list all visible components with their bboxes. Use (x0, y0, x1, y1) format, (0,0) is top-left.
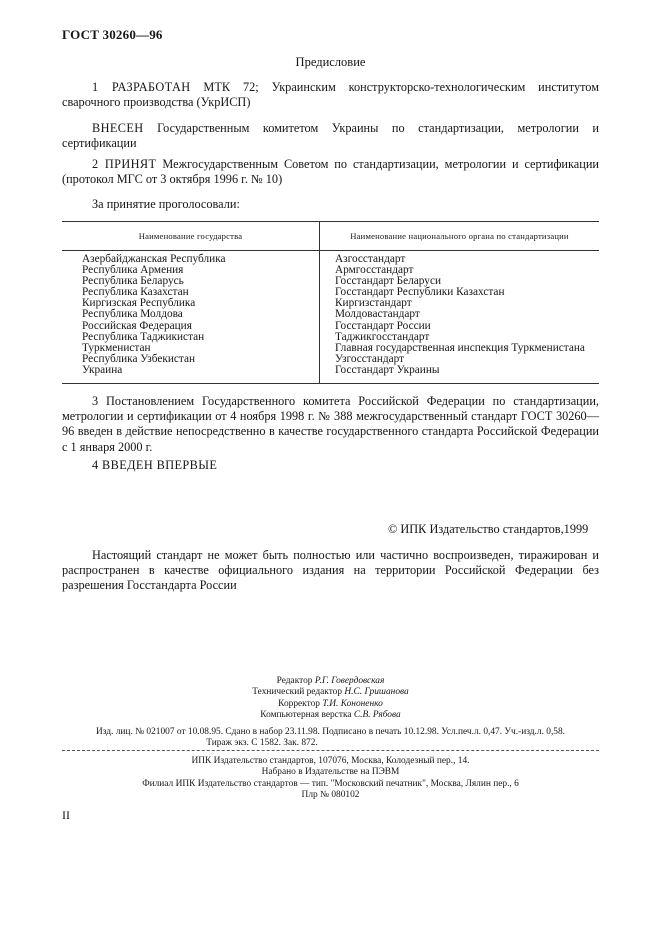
credit-tech-editor (0, 687, 661, 698)
notice-text: Настоящий стандарт не может быть полностью или частично воспроизведен, тиражирован и распространен в качестве официального издания на территории Российской Федерации без разрешения Госстандарта России (62, 548, 599, 593)
table-row-state: Республика Узбекистан (82, 352, 196, 365)
introduced-text: Государственным комитетом Украины по стандартизации, метрологии и сертификации (62, 121, 599, 151)
proofreader-label: Корректор (278, 698, 320, 709)
table-row-body: Госстандарт Беларуси (335, 275, 442, 288)
preface-introduced (62, 121, 599, 151)
table-row-state: Республика Армения (82, 264, 184, 277)
layout-name: С.В. Рябова (353, 709, 401, 720)
table-row-state: Украина (82, 363, 123, 376)
table-row-body: Госстандарт России (335, 319, 431, 332)
table-row-state: Республика Беларусь (82, 275, 184, 288)
item-4-text: 4 ВВЕДЕН ВПЕРВЫЕ (92, 458, 218, 472)
credit-proofreader (0, 699, 661, 710)
publication-line-2: Тираж экз. С 1582. Зак. 872. (206, 738, 318, 748)
vote-table-divider (319, 222, 320, 383)
table-row-body: Госстандарт Украины (335, 363, 440, 376)
voted-line: За принятие проголосовали: (92, 197, 240, 211)
tech-editor-name: Н.С. Гришанова (344, 687, 409, 698)
credits (0, 676, 661, 721)
editor-name: Р.Г. Говердовская (314, 676, 385, 686)
table-row-state: Киргизская Республика (82, 297, 196, 310)
item-3-text: 3 Постановлением Государственного комитета Российской Федерации по стандартизации, метрологии и сертификации от 4 ноября 1998 г. № 388 межгосударственный стандарт ГОСТ 30260—96 введен в действие непосредственно в качестве государственного стандарта Российской Федерации с 1 января 2000 г. (62, 394, 599, 454)
table-row-body: Азгосстандарт (335, 253, 406, 265)
table-row-body: Госстандарт Республики Казахстан (335, 286, 505, 299)
state-column (82, 254, 226, 376)
vote-table (62, 221, 599, 384)
proofreader-name: Т.И. Кононенко (322, 698, 383, 709)
item-2-text: Межгосударственным Советом по стандартизации, метрологии и сертификации (протокол МГС от 3 октября 1996 г. № 10) (62, 157, 599, 187)
item-1-label: 1 РАЗРАБОТАН (92, 80, 191, 94)
publication-line-4: Набрано в Издательстве на ПЭВМ (261, 767, 400, 777)
table-row-body: Таджикгосстандарт (335, 330, 430, 343)
credit-editor (0, 676, 661, 687)
body-column (335, 254, 585, 376)
preface-item-1 (62, 80, 599, 110)
introduced-label: ВНЕСЕН (92, 121, 144, 135)
table-row-body: Молдовастандарт (335, 308, 420, 321)
col-body-header: Наименование национального органа по стандартизации (350, 231, 569, 241)
table-row-state: Республика Таджикистан (82, 330, 205, 343)
publication-line-6: Плр № 080102 (301, 790, 360, 800)
reproduction-notice (62, 548, 599, 594)
table-row-state: Республика Молдова (82, 308, 183, 321)
item-2-label: 2 ПРИНЯТ (92, 157, 157, 171)
table-row-body: Армгосстандарт (335, 264, 414, 277)
publication-line-5: Филиал ИПК Издательство стандартов — тип. "Московский печатник", Москва, Лялин пер., 6 (142, 779, 519, 789)
standard-code: ГОСТ 30260—96 (62, 27, 163, 42)
credit-layout (0, 710, 661, 721)
col-state-header: Наименование государства (138, 231, 243, 241)
table-row-body: Главная государственная инспекция Туркменистана (335, 341, 585, 354)
page-number: II (62, 808, 70, 822)
table-row-state: Туркменистан (82, 341, 151, 354)
publication-line-1: Изд. лиц. № 021007 от 10.08.95. Сдано в набор 23.11.98. Подписано в печать 10.12.98. Усл.печ.л. 0,47. Уч.-изд.л. 0,58. (95, 727, 566, 737)
table-row-body: Узгосстандарт (335, 352, 405, 365)
item-1-text: МТК 72; Украинским конструкторско-технологическим институтом сварочного производства (УкрИСП) (62, 80, 599, 110)
table-row-state: Азербайджанская Республика (82, 253, 226, 265)
publication-line-3: ИПК Издательство стандартов, 107076, Москва, Колодезный пер., 14. (191, 756, 470, 766)
preface-item-2 (62, 157, 599, 187)
preface-item-4 (62, 458, 599, 473)
table-row-state: Российская Федерация (82, 319, 192, 332)
table-row-body: Киргизстандарт (335, 297, 412, 310)
layout-label: Компьютерная верстка (260, 709, 352, 720)
tech-editor-label: Технический редактор (252, 687, 343, 698)
copyright: © ИПК Издательство стандартов,1999 (388, 522, 589, 536)
preface-title: Предисловие (295, 55, 366, 69)
preface-item-3 (62, 394, 599, 455)
dashed-divider (62, 750, 599, 751)
editor-label: Редактор (276, 676, 313, 686)
table-row-state: Республика Казахстан (82, 286, 189, 299)
